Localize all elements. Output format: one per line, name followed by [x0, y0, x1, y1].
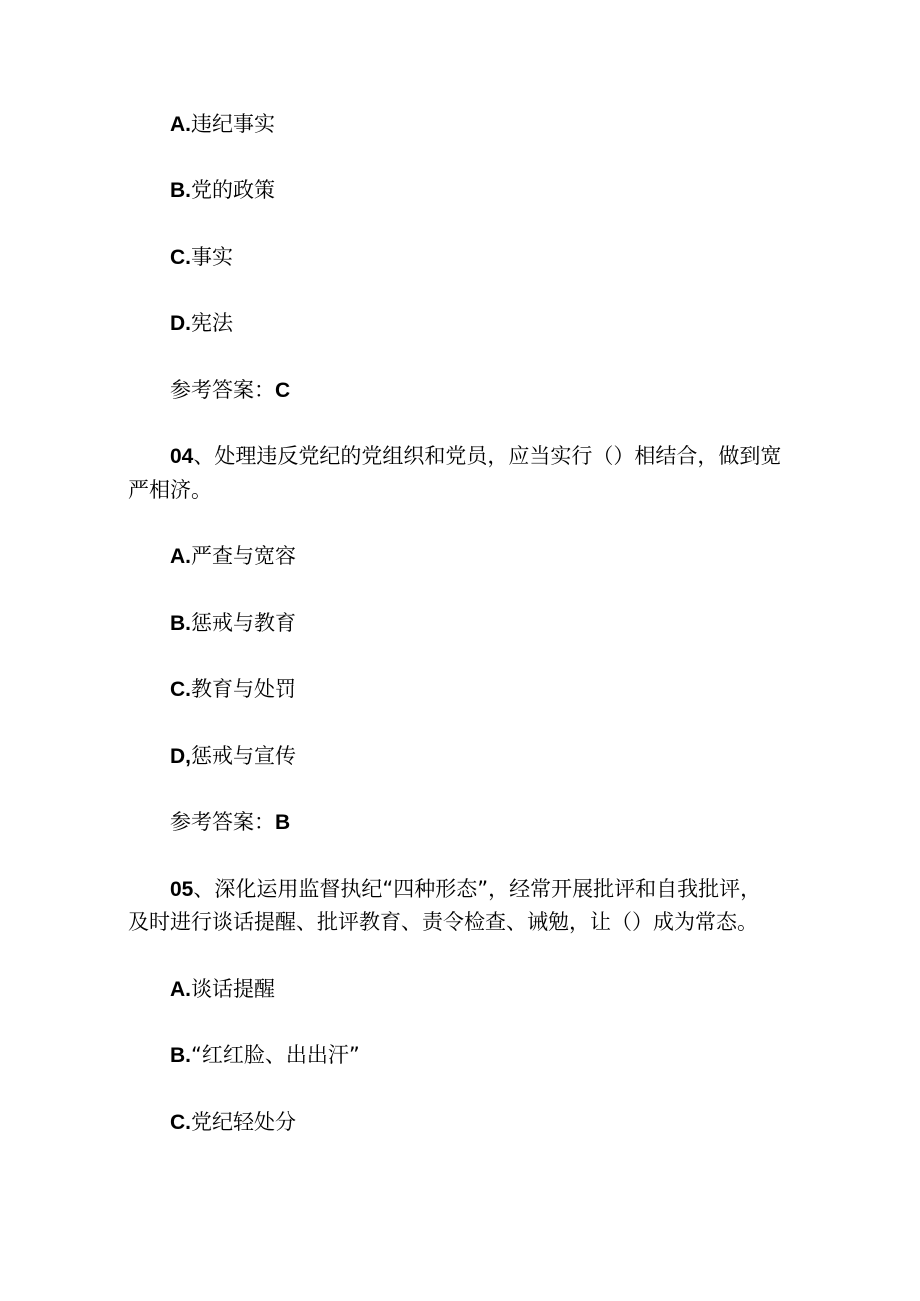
answer-letter: C [275, 379, 291, 402]
question-text: 严相济。 [128, 478, 212, 502]
option-letter: A. [170, 545, 191, 568]
question-05-line-2 [128, 908, 758, 936]
question-05-line-1 [170, 875, 761, 904]
option-text: “红红脸、出出汗” [191, 1043, 360, 1067]
answer-line [170, 376, 290, 405]
option-c [170, 1108, 296, 1137]
option-b [170, 1041, 360, 1070]
option-d [170, 309, 233, 338]
option-c [170, 675, 296, 704]
option-letter: A. [170, 113, 191, 136]
question-text: 及时进行谈话提醒、批评教育、责令检查、诫勉，让（）成为常态。 [128, 910, 758, 934]
option-text: 教育与处罚 [191, 677, 296, 701]
question-04-line-1 [170, 442, 781, 471]
option-c [170, 243, 233, 272]
option-letter: C. [170, 1111, 191, 1134]
option-letter: C. [170, 246, 191, 269]
option-text: 党纪轻处分 [191, 1110, 296, 1134]
option-a [170, 110, 275, 139]
option-a [170, 542, 296, 571]
option-b [170, 176, 275, 205]
option-text: 事实 [191, 245, 233, 269]
option-text: 宪法 [191, 311, 233, 335]
question-number: 04 [170, 445, 194, 468]
question-04-line-2 [128, 476, 212, 504]
option-letter: B. [170, 179, 191, 202]
option-text: 惩戒与教育 [191, 611, 296, 635]
answer-line [170, 808, 290, 837]
option-text: 违纪事实 [191, 112, 275, 136]
option-letter: C. [170, 678, 191, 701]
option-letter: A. [170, 978, 191, 1001]
option-letter: B. [170, 1044, 191, 1067]
question-text: 、深化运用监督执纪“四种形态”，经常开展批评和自我批评， [193, 877, 762, 901]
answer-letter: B [275, 811, 291, 834]
question-text: 、处理违反党纪的党组织和党员，应当实行（）相结合，做到宽 [193, 444, 782, 468]
option-d [170, 742, 296, 771]
option-a [170, 975, 275, 1004]
option-letter: D, [170, 745, 191, 768]
answer-prefix: 参考答案： [170, 810, 275, 834]
option-b [170, 609, 296, 638]
question-number: 05 [170, 878, 194, 901]
option-letter: D. [170, 312, 191, 335]
option-letter: B. [170, 612, 191, 635]
answer-prefix: 参考答案： [170, 378, 275, 402]
option-text: 严查与宽容 [191, 544, 296, 568]
option-text: 党的政策 [191, 178, 275, 202]
option-text: 惩戒与宣传 [191, 744, 296, 768]
option-text: 谈话提醒 [191, 977, 275, 1001]
